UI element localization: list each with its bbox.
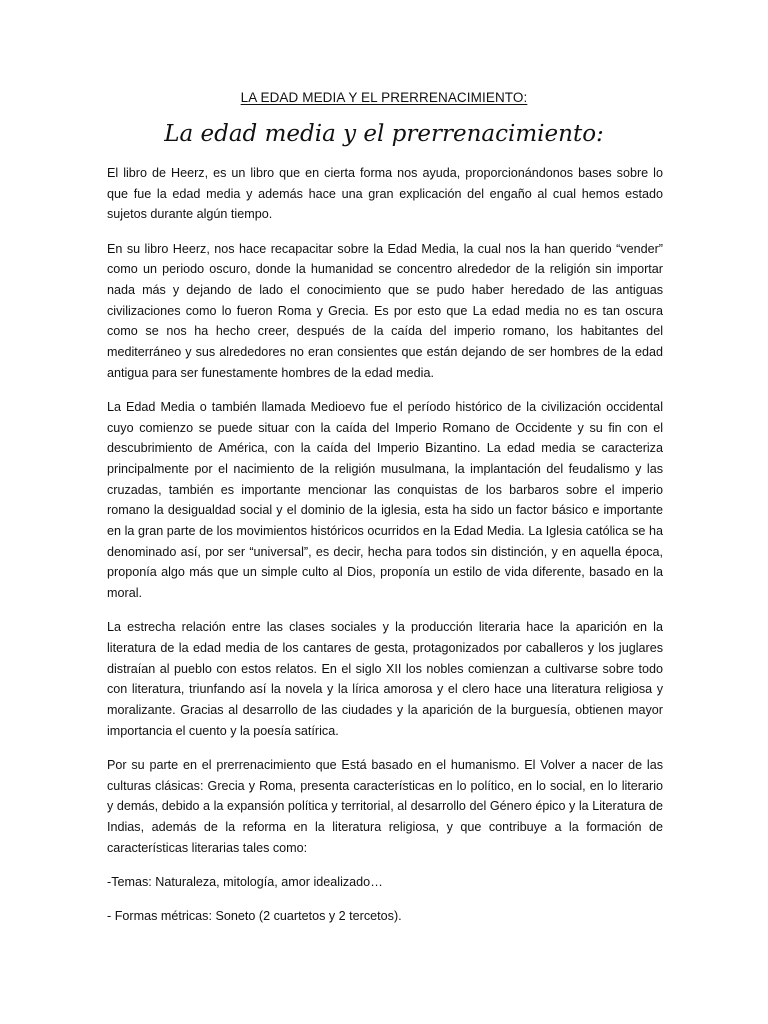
list-item-temas: -Temas: Naturaleza, mitología, amor idealizado… [107,874,383,889]
paragraph-heerz-book: En su libro Heerz, nos hace recapacitar sobre la Edad Media, la cual nos la han querido “vender” como un periodo oscuro, donde la humanidad se concentro alrededor de la religión sin importar nada más y dejando de lado el conocimiento que se pudo haber heredado de las antiguas civilizaciones como lo fueron Roma y Grecia. Es por esto que La edad media no es tan oscura como se nos ha hecho creer, después de la caída del imperio romano, los habitantes del mediterráneo y sus alrededores no eran consientes que están dejando de ser hombres de la edad antigua para ser funestamente hombres de la edad media. [107,241,663,380]
document-heading-uppercase: LA EDAD MEDIA Y EL PRERRENACIMIENTO: [240,90,528,105]
document-body [107,163,663,940]
list-item-formas-metricas: - Formas métricas: Soneto (2 cuartetos y 2 tercetos). [107,908,402,923]
document-title: La edad media y el prerrenacimiento: [164,121,604,147]
paragraph-intro: El libro de Heerz, es un libro que en cierta forma nos ayuda, proporcionándonos bases sobre lo que fue la edad media y además hace una gran explicación del engaño al cual hemos estado sujetos durante algún tiempo. [107,166,663,222]
paragraph-prerrenacimiento: Por su parte en el prerrenacimiento que Está basado en el humanismo. El Volver a nacer de las culturas clásicas: Grecia y Roma, presenta características en lo político, en lo social, en lo literario y demás, debido a la expansión política y territorial, al desarrollo del Género épico y la Literatura de Indias, además de la reforma en la literatura religiosa, y que contribuye a la formación de características literarias tales como: [107,757,663,855]
paragraph-medieval-period: La Edad Media o también llamada Medioevo fue el período histórico de la civilización occidental cuyo comienzo se puede situar con la caída del Imperio Romano de Occidente y su fin con el descubrimiento de América, con la caída del Imperio Bizantino. La edad media se caracteriza principalmente por el nacimiento de la religión musulmana, la implantación del feudalismo y las cruzadas, también es importante mencionar las conquistas de los barbaros sobre el imperio romano la desigualdad social y el dominio de la iglesia, esta ha sido un factor básico e importante en la gran parte de los movimientos históricos ocurridos en la Edad Media. La Iglesia católica se ha denominado así, por ser “universal”, es decir, hecha para todos sin distinción, y en aquella época, proponía algo más que un simple culto al Dios, proponía un estilo de vida diferente, basado en la moral. [107,399,663,601]
paragraph-literature: La estrecha relación entre las clases sociales y la producción literaria hace la aparición en la literatura de la edad media de los cantares de gesta, protagonizados por caballeros y los juglares distraían al pueblo con estos relatos. En el siglo XII los nobles comienzan a cultivarse sobre todo con literatura, triunfando así la novela y la lírica amorosa y el clero hace una literatura religiosa y moralizante. Gracias al desarrollo de las ciudades y la aparición de la burguesía, obtienen mayor importancia el cuento y la poesía satírica. [107,620,663,738]
